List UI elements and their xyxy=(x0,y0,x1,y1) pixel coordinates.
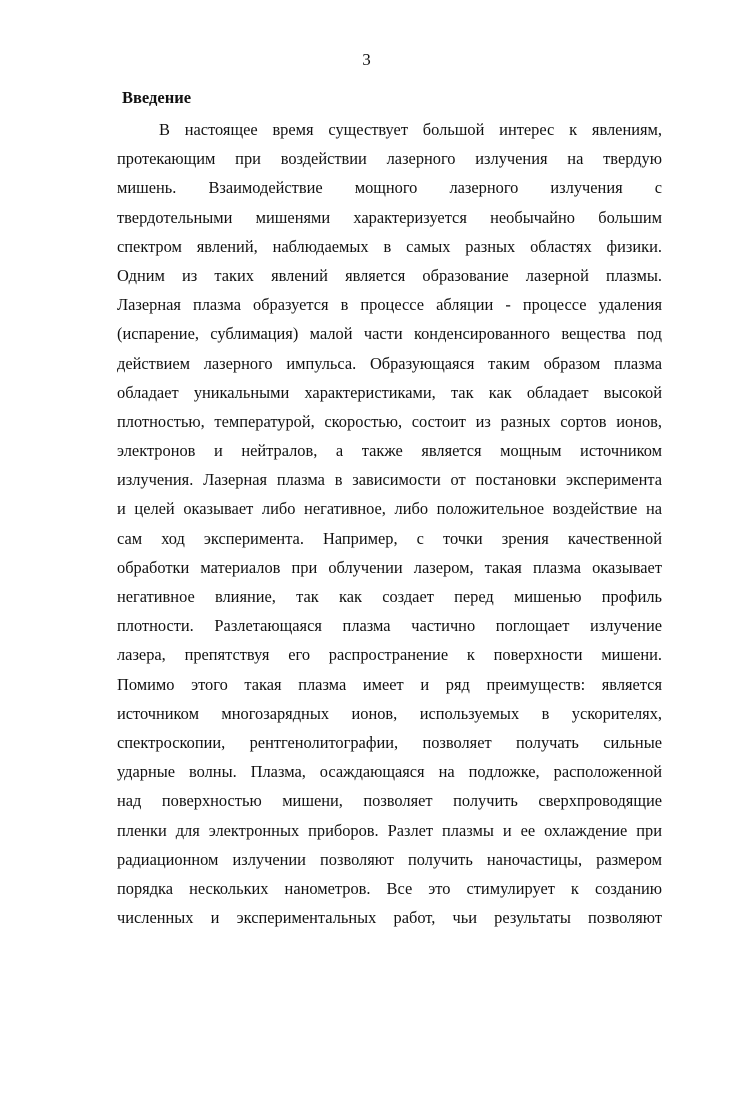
text-line: радиационном излучении позволяют получить наночастицы, размером xyxy=(117,849,662,869)
text-line: источником многозарядных ионов, используемых в ускорителях, xyxy=(117,703,662,723)
text-line: твердотельными мишенями характеризуется необычайно большим xyxy=(117,207,662,227)
text-line: плотности. Разлетающаяся плазма частично поглощает излучение xyxy=(117,616,662,636)
text-line: обработки материалов при облучении лазером, такая плазма оказывает xyxy=(117,557,662,577)
text-line: мишень. Взаимодействие мощного лазерного излучения с xyxy=(117,178,662,198)
text-line: (испарение, сублимация) малой части конденсированного вещества под xyxy=(117,324,662,344)
text-line: лазера, препятствуя его распространение к поверхности мишени. xyxy=(117,645,662,665)
text-line: электронов и нейтралов, а также является мощным источником xyxy=(117,441,662,461)
text-line: Лазерная плазма образуется в процессе абляции - процессе удаления xyxy=(117,295,662,315)
body-paragraph xyxy=(117,115,662,932)
text-line: пленки для электронных приборов. Разлет плазмы и ее охлаждение при xyxy=(117,820,662,840)
text-line: сам ход эксперимента. Например, с точки зрения качественной xyxy=(117,528,662,548)
text-line: плотностью, температурой, скоростью, состоит из разных сортов ионов, xyxy=(117,411,662,431)
text-line: действием лазерного импульса. Образующаяся таким образом плазма xyxy=(117,353,662,373)
text-line: Одним из таких явлений является образование лазерной плазмы. xyxy=(117,265,662,285)
text-line: излучения. Лазерная плазма в зависимости от постановки эксперимента xyxy=(117,470,662,490)
text-line: В настоящее время существует большой интерес к явлениям, xyxy=(159,120,662,139)
text-line: протекающим при воздействии лазерного излучения на твердую xyxy=(117,149,662,169)
text-line: ударные волны. Плазма, осаждающаяся на подложке, расположенной xyxy=(117,762,662,782)
text-line: негативное влияние, так как создает перед мишенью профиль xyxy=(117,587,662,606)
text-line: обладает уникальными характеристиками, так как обладает высокой xyxy=(117,382,662,402)
text-line: и целей оказывает либо негативное, либо положительное воздействие на xyxy=(117,499,662,519)
text-line: порядка нескольких нанометров. Все это стимулирует к созданию xyxy=(117,878,662,898)
text-line: Помимо этого такая плазма имеет и ряд преимуществ: является xyxy=(117,674,662,694)
text-line: над поверхностью мишени, позволяет получить сверхпроводящие xyxy=(117,791,662,811)
text-line: спектром явлений, наблюдаемых в самых разных областях физики. xyxy=(117,236,662,256)
text-line: спектроскопии, рентгенолитографии, позволяет получать сильные xyxy=(117,732,662,752)
page-number: 3 xyxy=(362,50,371,69)
section-heading: Введение xyxy=(122,88,192,107)
text-line: численных и экспериментальных работ, чьи результаты позволяют xyxy=(117,908,662,928)
